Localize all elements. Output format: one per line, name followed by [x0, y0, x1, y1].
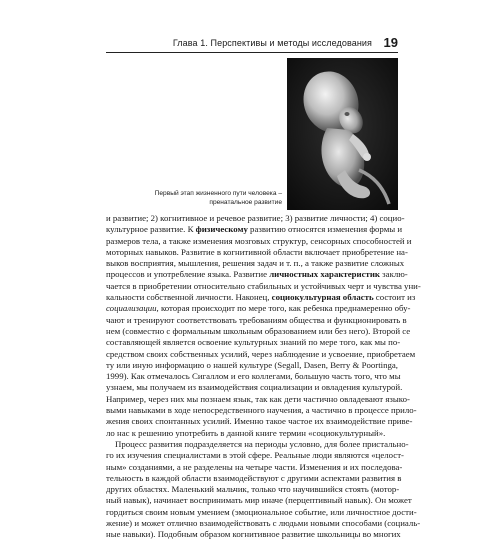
- caption-line: Первый этап жизненного пути человека –: [154, 190, 282, 197]
- text-line: [106, 235, 412, 247]
- text-run: ные навыки). Подобным образом когнитивное развитие школьницы во многих: [106, 529, 401, 540]
- figure-caption: [106, 189, 282, 207]
- text-run: процессов и употребление языка. Развитие: [106, 269, 270, 280]
- text-line: [106, 213, 405, 224]
- text-line: [106, 360, 398, 371]
- body-text: [106, 213, 421, 541]
- text-line: [106, 450, 404, 461]
- text-line: [106, 428, 398, 439]
- text-run: других областях. Маленький мальчик, только что научившийся стоять (мотор-: [106, 484, 400, 495]
- text-line: [106, 314, 407, 326]
- text-line: [106, 269, 408, 280]
- caption-line: пренатальное развитие: [209, 199, 282, 206]
- text-run: ту или иную информацию о нашей культуре (Segall, Dasen, Berry & Poortinga,: [106, 359, 398, 370]
- text-run: моторных навыков. Развитие в когнитивной области включает приобретение на-: [106, 246, 408, 257]
- text-run: тельность в каждой области взаимодействуют с другими аспектами развития в: [106, 472, 402, 483]
- text-line: [106, 258, 405, 269]
- text-run: средством своих собственных усилий, через наблюдение и усвоение, приобретаем: [106, 348, 416, 359]
- text-line: [106, 292, 416, 303]
- text-line: [106, 495, 412, 506]
- text-run: чается в приобретении относительно стабильных и устойчивых черт и чувства уни-: [106, 280, 421, 291]
- text-run: Например, через них мы познаем язык, так как дети частично овладевают языко-: [106, 393, 410, 404]
- fetus-illustration: [287, 58, 398, 210]
- text-run: 1999). Как отмечалось Сигаллом и его коллегами, большую часть того, что мы: [106, 371, 401, 382]
- text-line: [106, 484, 398, 495]
- text-run: ный навык), начинает воспринимать мир иначе (перцептивный навык). Он может: [106, 495, 412, 506]
- chapter-title: Глава 1. Перспективы и методы исследования: [172, 38, 372, 48]
- text-run: составляющей является освоение культурных знаний по мере того, как мы по-: [106, 337, 401, 348]
- text-run: и развитие; 2) когнитивное и речевое развитие; 3) развитие личности; 4) социо-: [106, 213, 405, 223]
- text-line: [106, 280, 421, 292]
- text-line: [106, 518, 421, 529]
- text-line: [106, 472, 402, 484]
- text-run: заклю-: [379, 269, 408, 280]
- text-run: жения своих спонтанных усилий. Именно такое частое их взаимодействие приве-: [106, 416, 413, 427]
- text-run: , которая происходит по мере того, как ребенка преднамеренно обу-: [156, 303, 411, 314]
- text-run: узнаем, мы получаем из взаимодействия социализации и овладения культурой.: [106, 382, 403, 393]
- text-line: [106, 506, 417, 518]
- text-line: [106, 382, 403, 393]
- text-line: [106, 461, 403, 473]
- text-line: [106, 348, 416, 360]
- text-line: [106, 393, 410, 405]
- bold-term: физическому: [195, 224, 248, 235]
- text-line: [106, 337, 401, 348]
- text-run: ным» созданиями, а не разделены на четыре части. Изменения и их последова-: [106, 461, 403, 472]
- text-line: [106, 405, 417, 416]
- text-run: жение) и может отлично взаимодействовать с людьми новыми способами (социаль-: [106, 518, 421, 529]
- text-run: кальности собственной личности. Наконец,: [106, 292, 272, 303]
- text-line: [106, 529, 401, 540]
- bold-term: социокультурная область: [271, 292, 374, 303]
- text-line: [106, 371, 401, 382]
- fetus-photo-icon: [287, 58, 398, 210]
- text-run: развитию относятся изменения формы и: [247, 224, 403, 235]
- italic-term: социализации: [106, 303, 157, 314]
- text-line: [106, 224, 403, 235]
- text-run: гордиться своим новым умением (эмоциональное событие, или личностное дости-: [106, 506, 417, 517]
- page-number: 19: [383, 35, 398, 50]
- text-run: нем (совместно с формальным школьным образованием или без него). Второй се: [106, 325, 411, 336]
- bold-term: личностных характеристик: [269, 269, 380, 280]
- text-run: чают и тренируют соответствовать требованиям общества и функционировать в: [106, 314, 407, 325]
- text-line: [106, 416, 413, 427]
- text-line: [106, 246, 408, 258]
- text-run: ло нас к решению употребить в данной книге термин «социокультурный».: [106, 427, 386, 438]
- running-header: [106, 30, 398, 53]
- text-run: культурное развитие. К: [106, 224, 196, 235]
- text-line: [106, 438, 409, 450]
- text-line: [106, 325, 411, 337]
- text-run: состоит из: [373, 292, 416, 303]
- text-run: Процесс развития подразделяется на периоды условно, для более пристально-: [115, 438, 409, 449]
- text-run: выков восприятия, мышления, решения задач и т. п., а также развитие сложных: [106, 258, 405, 269]
- text-run: размеров тела, а также изменения мозговых структур, сенсорных способностей и: [106, 235, 412, 246]
- text-line: [106, 303, 411, 314]
- text-run: го их изучения специалистами в этой сфере. Реальные люди являются «целост-: [106, 450, 404, 461]
- text-run: выми навыками в ходе непосредственного научения, а частично в процессе прило-: [106, 405, 417, 416]
